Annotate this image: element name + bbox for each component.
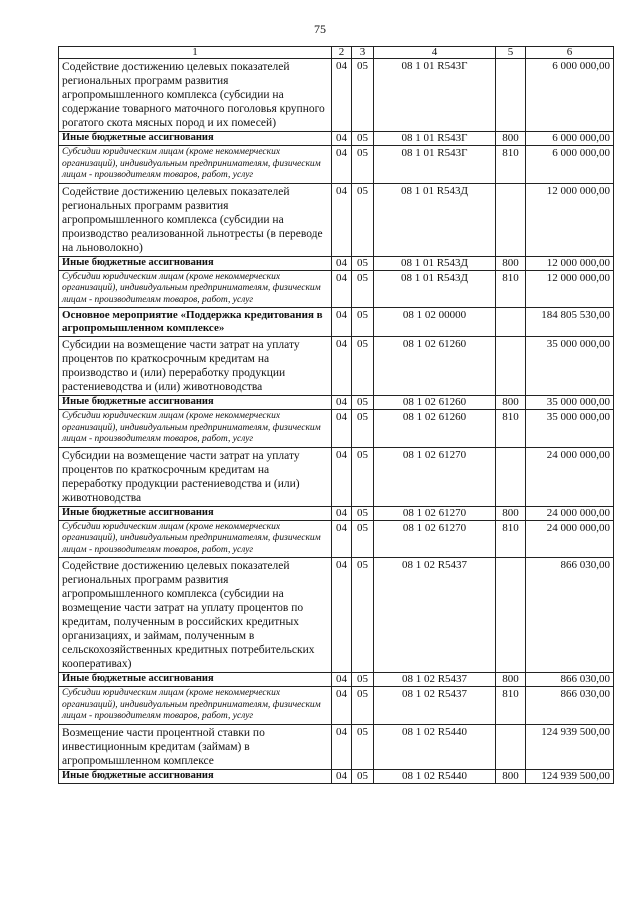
row-target-article: 08 1 01 R543Г <box>374 132 496 146</box>
row-expense-type: 800 <box>496 132 526 146</box>
row-target-article: 08 1 02 R5440 <box>374 724 496 769</box>
row-expense-type <box>496 337 526 396</box>
row-expense-type: 800 <box>496 673 526 687</box>
row-expense-type: 800 <box>496 396 526 410</box>
row-expense-type <box>496 447 526 506</box>
table-row <box>59 520 614 558</box>
table-row <box>59 132 614 146</box>
row-expense-type <box>496 558 526 673</box>
row-subsection-code: 05 <box>352 447 374 506</box>
row-target-article: 08 1 01 R543Д <box>374 256 496 270</box>
row-amount: 184 805 530,00 <box>526 308 614 337</box>
row-target-article: 08 1 01 R543Д <box>374 183 496 256</box>
row-amount: 12 000 000,00 <box>526 183 614 256</box>
row-section-code: 04 <box>332 132 352 146</box>
row-amount: 6 000 000,00 <box>526 132 614 146</box>
row-target-article: 08 1 02 61270 <box>374 520 496 558</box>
budget-table <box>58 46 614 784</box>
row-subsection-code: 05 <box>352 256 374 270</box>
row-section-code: 04 <box>332 146 352 184</box>
row-amount: 12 000 000,00 <box>526 270 614 308</box>
row-target-article: 08 1 02 61260 <box>374 337 496 396</box>
row-section-code: 04 <box>332 337 352 396</box>
table-row <box>59 256 614 270</box>
row-name: Иные бюджетные ассигнования <box>59 132 332 146</box>
row-section-code: 04 <box>332 769 352 783</box>
row-amount: 6 000 000,00 <box>526 59 614 132</box>
row-name: Содействие достижению целевых показателей региональных программ развития агропромышленного комплекса (субсидии на содержание товарного маточного поголовья крупного рогатого скота мясных пород и их помесей) <box>59 59 332 132</box>
row-target-article: 08 1 02 61270 <box>374 506 496 520</box>
row-section-code: 04 <box>332 410 352 448</box>
table-row <box>59 396 614 410</box>
row-subsection-code: 05 <box>352 410 374 448</box>
table-row <box>59 337 614 396</box>
row-section-code: 04 <box>332 506 352 520</box>
row-section-code: 04 <box>332 59 352 132</box>
row-name: Субсидии юридическим лицам (кроме некоммерческих организаций), индивидуальным предпринимателям, физическим лицам - производителям товаров, работ, услуг <box>59 520 332 558</box>
row-name: Иные бюджетные ассигнования <box>59 506 332 520</box>
row-amount: 24 000 000,00 <box>526 447 614 506</box>
row-amount: 124 939 500,00 <box>526 769 614 783</box>
row-expense-type <box>496 308 526 337</box>
table-header-row <box>59 47 614 59</box>
row-target-article: 08 1 01 R543Г <box>374 146 496 184</box>
row-name: Содействие достижению целевых показателей региональных программ развития агропромышленного комплекса (субсидии на производство реализованной льнотресты (в переводе на льноволокно) <box>59 183 332 256</box>
table-row <box>59 410 614 448</box>
row-subsection-code: 05 <box>352 506 374 520</box>
row-section-code: 04 <box>332 724 352 769</box>
row-target-article: 08 1 02 R5437 <box>374 558 496 673</box>
row-section-code: 04 <box>332 520 352 558</box>
row-subsection-code: 05 <box>352 337 374 396</box>
row-subsection-code: 05 <box>352 270 374 308</box>
row-amount: 35 000 000,00 <box>526 410 614 448</box>
row-subsection-code: 05 <box>352 687 374 725</box>
row-section-code: 04 <box>332 396 352 410</box>
row-subsection-code: 05 <box>352 146 374 184</box>
row-target-article: 08 1 02 61260 <box>374 410 496 448</box>
table-row <box>59 687 614 725</box>
row-amount: 12 000 000,00 <box>526 256 614 270</box>
row-expense-type: 800 <box>496 769 526 783</box>
table-row <box>59 673 614 687</box>
header-col-2: 2 <box>332 47 352 59</box>
row-subsection-code: 05 <box>352 183 374 256</box>
row-name: Иные бюджетные ассигнования <box>59 256 332 270</box>
row-target-article: 08 1 02 61260 <box>374 396 496 410</box>
header-col-3: 3 <box>352 47 374 59</box>
table-row <box>59 447 614 506</box>
row-name: Возмещение части процентной ставки по инвестиционным кредитам (займам) в агропромышленном комплексе <box>59 724 332 769</box>
header-col-4: 4 <box>374 47 496 59</box>
row-subsection-code: 05 <box>352 308 374 337</box>
row-section-code: 04 <box>332 673 352 687</box>
table-row <box>59 558 614 673</box>
table-row <box>59 506 614 520</box>
row-target-article: 08 1 02 00000 <box>374 308 496 337</box>
row-expense-type: 800 <box>496 256 526 270</box>
row-section-code: 04 <box>332 558 352 673</box>
table-row <box>59 769 614 783</box>
row-amount: 124 939 500,00 <box>526 724 614 769</box>
row-amount: 35 000 000,00 <box>526 396 614 410</box>
row-target-article: 08 1 01 R543Д <box>374 270 496 308</box>
table-row <box>59 146 614 184</box>
row-amount: 6 000 000,00 <box>526 146 614 184</box>
row-name: Субсидии юридическим лицам (кроме некоммерческих организаций), индивидуальным предпринимателям, физическим лицам - производителям товаров, работ, услуг <box>59 270 332 308</box>
row-name: Субсидии юридическим лицам (кроме некоммерческих организаций), индивидуальным предпринимателям, физическим лицам - производителям товаров, работ, услуг <box>59 410 332 448</box>
row-expense-type <box>496 183 526 256</box>
row-name: Субсидии на возмещение части затрат на уплату процентов по краткосрочным кредитам на переработку продукции растениеводства и (или) животноводства <box>59 447 332 506</box>
table-row <box>59 308 614 337</box>
page-number: 75 <box>314 22 326 36</box>
header-col-5: 5 <box>496 47 526 59</box>
row-subsection-code: 05 <box>352 769 374 783</box>
row-amount: 866 030,00 <box>526 558 614 673</box>
row-section-code: 04 <box>332 308 352 337</box>
row-amount: 866 030,00 <box>526 673 614 687</box>
row-name: Субсидии на возмещение части затрат на уплату процентов по краткосрочным кредитам на производство и (или) переработку продукции растениеводства и (или) животноводства <box>59 337 332 396</box>
row-expense-type: 810 <box>496 410 526 448</box>
row-name: Основное мероприятие «Поддержка кредитования в агропромышленном комплексе» <box>59 308 332 337</box>
row-subsection-code: 05 <box>352 673 374 687</box>
row-target-article: 08 1 02 R5440 <box>374 769 496 783</box>
row-target-article: 08 1 02 61270 <box>374 447 496 506</box>
row-expense-type: 810 <box>496 520 526 558</box>
table-row <box>59 183 614 256</box>
row-name: Субсидии юридическим лицам (кроме некоммерческих организаций), индивидуальным предпринимателям, физическим лицам - производителям товаров, работ, услуг <box>59 146 332 184</box>
table-row <box>59 59 614 132</box>
table-row <box>59 270 614 308</box>
row-target-article: 08 1 01 R543Г <box>374 59 496 132</box>
row-amount: 866 030,00 <box>526 687 614 725</box>
row-name: Иные бюджетные ассигнования <box>59 673 332 687</box>
row-amount: 35 000 000,00 <box>526 337 614 396</box>
row-section-code: 04 <box>332 687 352 725</box>
row-amount: 24 000 000,00 <box>526 506 614 520</box>
row-target-article: 08 1 02 R5437 <box>374 687 496 725</box>
row-expense-type <box>496 59 526 132</box>
row-amount: 24 000 000,00 <box>526 520 614 558</box>
row-subsection-code: 05 <box>352 558 374 673</box>
row-target-article: 08 1 02 R5437 <box>374 673 496 687</box>
row-subsection-code: 05 <box>352 59 374 132</box>
row-section-code: 04 <box>332 183 352 256</box>
header-col-1: 1 <box>59 47 332 59</box>
row-subsection-code: 05 <box>352 724 374 769</box>
row-section-code: 04 <box>332 270 352 308</box>
table-row <box>59 724 614 769</box>
row-expense-type: 810 <box>496 270 526 308</box>
row-subsection-code: 05 <box>352 396 374 410</box>
row-expense-type: 810 <box>496 687 526 725</box>
row-section-code: 04 <box>332 256 352 270</box>
header-col-6: 6 <box>526 47 614 59</box>
row-name: Иные бюджетные ассигнования <box>59 769 332 783</box>
row-section-code: 04 <box>332 447 352 506</box>
row-name: Содействие достижению целевых показателей региональных программ развития агропромышленного комплекса (субсидии на возмещение части затрат на уплату процентов по кредитам, полученным в российских кредитных организациях, и займам, полученным в сельскохозяйственных кредитных потребительских кооперативах) <box>59 558 332 673</box>
row-expense-type: 800 <box>496 506 526 520</box>
row-expense-type <box>496 724 526 769</box>
row-name: Иные бюджетные ассигнования <box>59 396 332 410</box>
row-expense-type: 810 <box>496 146 526 184</box>
row-subsection-code: 05 <box>352 132 374 146</box>
row-name: Субсидии юридическим лицам (кроме некоммерческих организаций), индивидуальным предпринимателям, физическим лицам - производителям товаров, работ, услуг <box>59 687 332 725</box>
row-subsection-code: 05 <box>352 520 374 558</box>
